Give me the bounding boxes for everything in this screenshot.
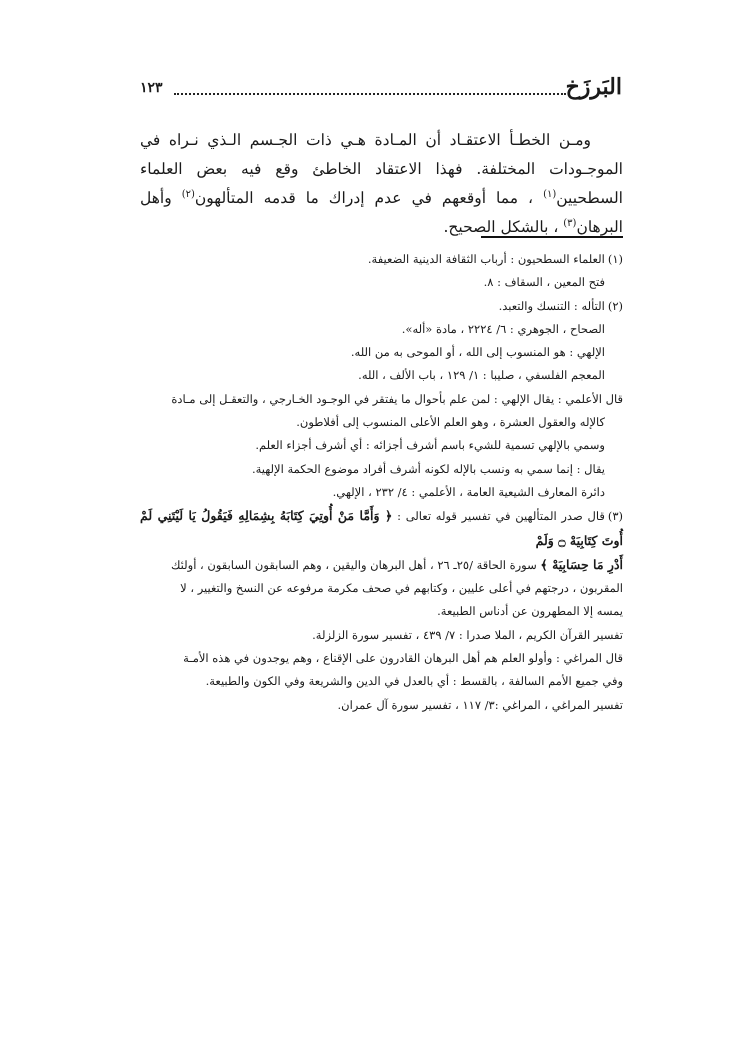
footnote-source: المعجم الفلسفي ، صليبا : ١/ ١٢٩ ، باب الألف ، الله. xyxy=(358,368,605,383)
footnote-ref-3[interactable]: (٣) xyxy=(563,217,577,229)
footnote-text: التأله : التنسك والتعبد. xyxy=(498,298,605,313)
footnote-source: فتح المعين ، السقاف : ٨. xyxy=(483,275,605,290)
footnote-number: (٣) xyxy=(607,509,624,524)
footnote-number: (١) xyxy=(607,252,623,266)
footnote-text: قال الأعلمي : يقال الإلهي : لمن علم بأحوال ما يفتقر في الوجـود الخـارجي ، والتعقـل إلى مـادة xyxy=(171,391,623,406)
footnote-text: سورة الحاقة /٢٥ـ ٢٦ ، أهل البرهان واليقين ، وهم السابقون السابقون ، أولئك xyxy=(170,557,537,572)
page-number: ١٢٣ xyxy=(140,80,163,96)
footnote-1 xyxy=(140,248,623,271)
footnote-text: وفي جميع الأمم السالفة ، بالقسط : أي بالعدل في الدين والشريعة وفي الكون والطبيعة. xyxy=(205,674,623,689)
body-line: وأهل البرهان xyxy=(140,189,623,236)
footnote-source: تفسير المراغي ، المراغي :٣/ ١١٧ ، تفسير سورة آل عمران. xyxy=(337,697,623,712)
footnote-text: العلماء السطحيون : أرباب الثقافة الدينية الضعيفة. xyxy=(367,252,605,266)
footnote-text: قال صدر المتألهين في تفسير قوله تعالى : xyxy=(397,509,605,524)
footnote-number: (٢) xyxy=(607,298,623,313)
footnote-text: يمسه إلا المطهرون عن أدناس الطبيعة. xyxy=(437,604,623,619)
footnote-text: وسمي بالإلهي تسمية للشيء باسم أشرف أجزائه : أي أشرف أجزاء العلم. xyxy=(255,438,605,453)
quran-verse: أَدْرِ مَا حِسَابِيَهْ ﴾ xyxy=(540,556,623,572)
quran-verse: ﴿ وَأَمَّا مَنْ أُوتِيَ كِتَابَهُ بِشِمَالِهِ فَيَقُولُ يَا لَيْتَنِي لَمْ أُوتَ كِتَابِيَهْ ۝ وَلَمْ xyxy=(140,508,623,548)
footnote-separator xyxy=(481,236,623,238)
footnote-text: قال المراغي : وأولو العلم هم أهل البرهان القادرون على الإقناع ، وهم يوجدون في هذه الأمـة xyxy=(183,651,623,666)
body-line: ومـن الخطـأ الاعتقـاد أن المـادة هـي ذات الجـسم الـذي نـراه في الموجـودات xyxy=(140,131,623,178)
page-header xyxy=(140,74,622,104)
footnote-text: كالإله والعقول العشرة ، وهو العلم الأعلى المنسوب إلى أفلاطون. xyxy=(296,415,605,430)
main-paragraph xyxy=(140,126,623,242)
footnote-source: الصحاح ، الجوهري : ٦/ ٢٢٢٤ ، مادة «أله». xyxy=(401,321,605,336)
footnote-text: المقربون ، درجتهم في أعلى عليين ، وكتابهم في صحف مكرمة مرفوعه عن النسخ والتغيير ، لا xyxy=(180,581,623,596)
body-line: ، مما أوقعهم في xyxy=(411,189,534,207)
footnote-3 xyxy=(140,504,623,553)
footnote-ref-1[interactable]: (١) xyxy=(543,188,557,200)
footnote-text-line xyxy=(140,553,623,577)
footnote-source: تفسير القرآن الكريم ، الملا صدرا : ٧/ ٤٣٩ ، تفسير سورة الزلزلة. xyxy=(312,627,623,642)
footnote-text: الإلهي : هو المنسوب إلى الله ، أو الموحى به من الله. xyxy=(350,345,605,360)
footnote-source: دائرة المعارف الشيعية العامة ، الأعلمي : ٤/ ٢٣٢ ، الإلهي. xyxy=(332,484,605,499)
header-leader-dots xyxy=(174,83,566,95)
body-line: المختلفة. فهذا الاعتقاد الخاطئ وقع فيه بعض العلماء السطحيين xyxy=(140,160,623,207)
footnotes xyxy=(140,248,623,717)
footnote-2 xyxy=(140,295,623,318)
running-title: البَرزَخ xyxy=(565,74,622,100)
footnote-text: يقال : إنما سمي به ونسب بالإله لكونه أشرف أفراد موضوع الحكمة الإلهية. xyxy=(251,461,605,476)
body-line: ، بالشكل الصحيح. xyxy=(443,218,559,236)
body-line: عدم إدراك ما قدمه المتألهون xyxy=(194,189,402,207)
footnote-ref-2[interactable]: (٢) xyxy=(181,188,195,200)
